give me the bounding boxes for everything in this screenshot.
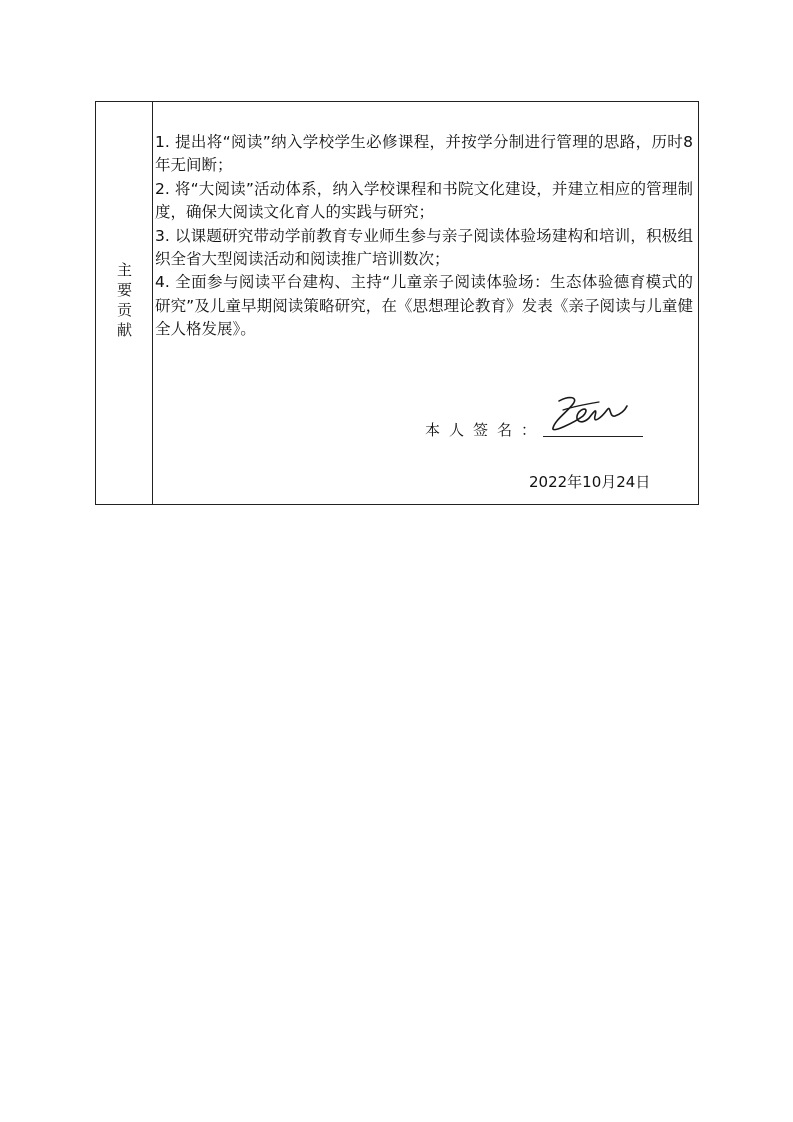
signature-row (425, 418, 705, 442)
contribution-item-2: 2. 将“大阅读”活动体系，纳入学校课程和书院文化建设，并建立相应的管理制度，确保大阅读文化育人的实践与研究； (155, 179, 693, 222)
contribution-item-4: 4. 全面参与阅读平台建构、主持“儿童亲子阅读体验场：生态体验德育模式的研究”及儿童早期阅读策略研究，在《思想理论教育》发表《亲子阅读与儿童健全人格发展》。 (155, 273, 693, 339)
contribution-item-3: 3. 以课题研究带动学前教育专业师生参与亲子阅读体验场建构和培训，积极组织全省大型阅读活动和阅读推广培训数次； (155, 226, 693, 269)
signature-line (543, 436, 643, 437)
section-label-char: 要 (116, 281, 132, 299)
contribution-item-1: 1. 提出将“阅读”纳入学校学生必修课程，并按学分制进行管理的思路，历时8年无间断； (155, 133, 693, 175)
signature-date: 2022年10月24日 (529, 473, 651, 491)
section-label-char: 献 (116, 321, 132, 339)
section-label-char: 贡 (116, 301, 132, 319)
contribution-list (155, 131, 693, 342)
contribution-content-cell (153, 102, 698, 504)
contribution-form-table (95, 101, 699, 505)
section-label-cell (96, 102, 153, 504)
handwritten-signature (545, 392, 645, 436)
section-label (96, 260, 153, 340)
section-label-char: 主 (116, 261, 132, 279)
signature-label: 本人签名： (425, 421, 546, 439)
